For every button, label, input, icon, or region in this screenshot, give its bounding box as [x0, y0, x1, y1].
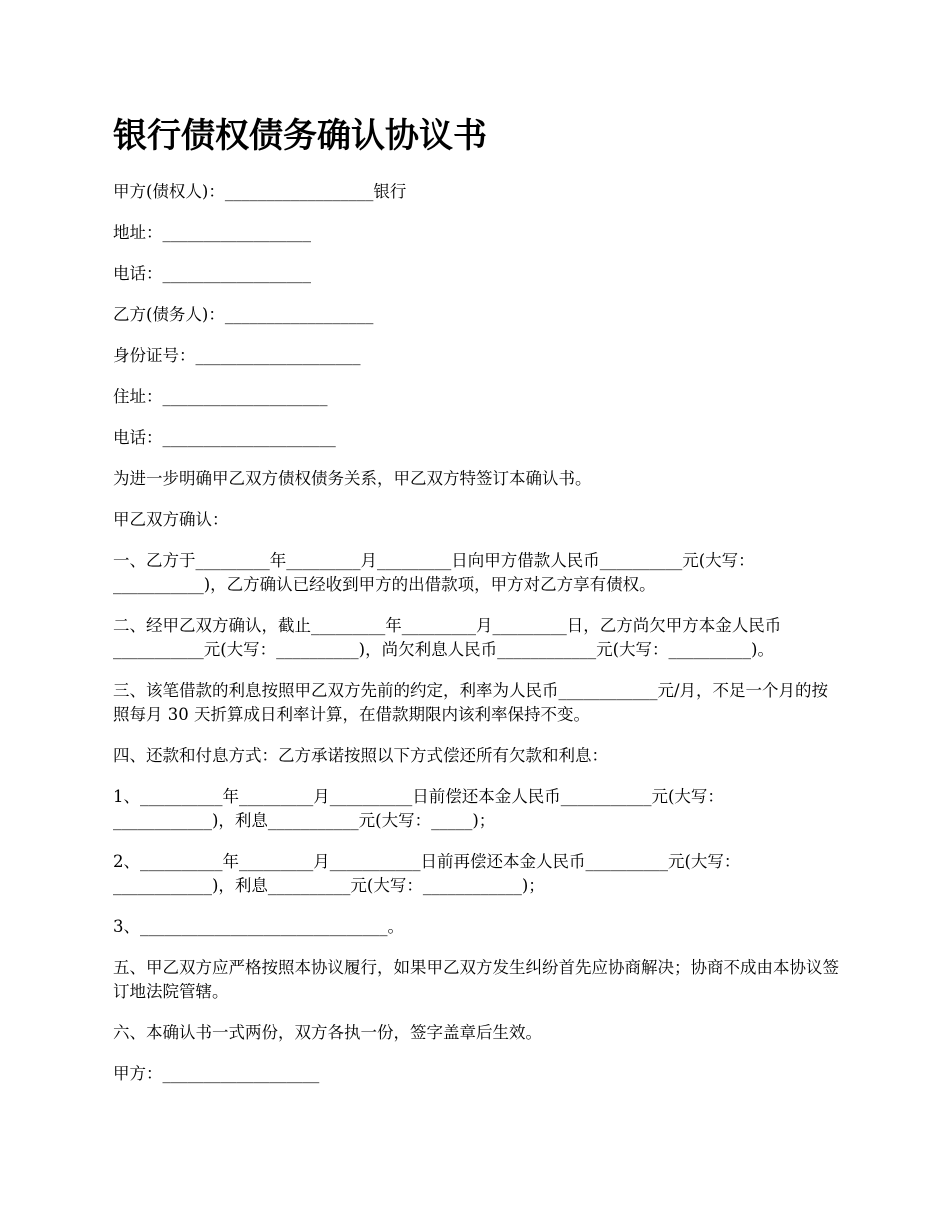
clause-2: 二、经甲乙双方确认，截止_________年_________月_________日，乙方尚欠甲方本金人民币___________元(大写：__________)，尚欠利息人民币____________元(大写：__________)。: [113, 616, 782, 659]
clause-1: 一、乙方于_________年_________月_________日向甲方借款人民币__________元(大写：___________)，乙方确认已经收到甲方的出借款项，甲方对乙方享有债权。: [113, 551, 755, 594]
party-a-address: 地址：__________________: [113, 223, 311, 242]
party-b-phone: 电话：_____________________: [113, 428, 336, 447]
party-a-signature: 甲方：___________________: [113, 1064, 320, 1083]
clause-3: 三、该笔借款的利息按照甲乙双方先前的约定，利率为人民币____________元/月，不足一个月的按照每月 30 天折算成日利率计算，在借款期限内该利率保持不变。: [113, 681, 829, 724]
party-b-address: 住址：____________________: [113, 387, 328, 406]
repayment-item-3: 3、______________________________。: [113, 917, 404, 936]
document-body: [113, 180, 843, 1103]
document-title: 银行债权债务确认协议书: [113, 116, 487, 156]
party-b-name: 乙方(债务人)：__________________: [113, 305, 374, 324]
repayment-item-2: 2、__________年_________月___________日前再偿还本金人民币__________元(大写：____________)，利息__________元(大写：____________)；: [113, 852, 741, 895]
party-a-name: 甲方(债权人)：__________________银行: [113, 182, 407, 201]
intro-paragraph: 为进一步明确甲乙双方债权债务关系，甲乙双方特签订本确认书。: [113, 469, 592, 488]
party-b-id-number: 身份证号：____________________: [113, 346, 361, 365]
clause-4: 四、还款和付息方式：乙方承诺按照以下方式偿还所有欠款和利息：: [113, 746, 608, 765]
clause-5: 五、甲乙双方应严格按照本协议履行，如果甲乙双方发生纠纷首先应协商解决；协商不成由本协议签订地法院管辖。: [113, 958, 839, 1001]
confirmation-heading: 甲乙双方确认：: [113, 510, 229, 529]
repayment-item-1: 1、__________年_________月__________日前偿还本金人民币___________元(大写：____________)，利息___________元(大写：_____)；: [113, 787, 724, 830]
clause-6: 六、本确认书一式两份，双方各执一份，签字盖章后生效。: [113, 1023, 542, 1042]
party-a-phone: 电话：__________________: [113, 264, 311, 283]
